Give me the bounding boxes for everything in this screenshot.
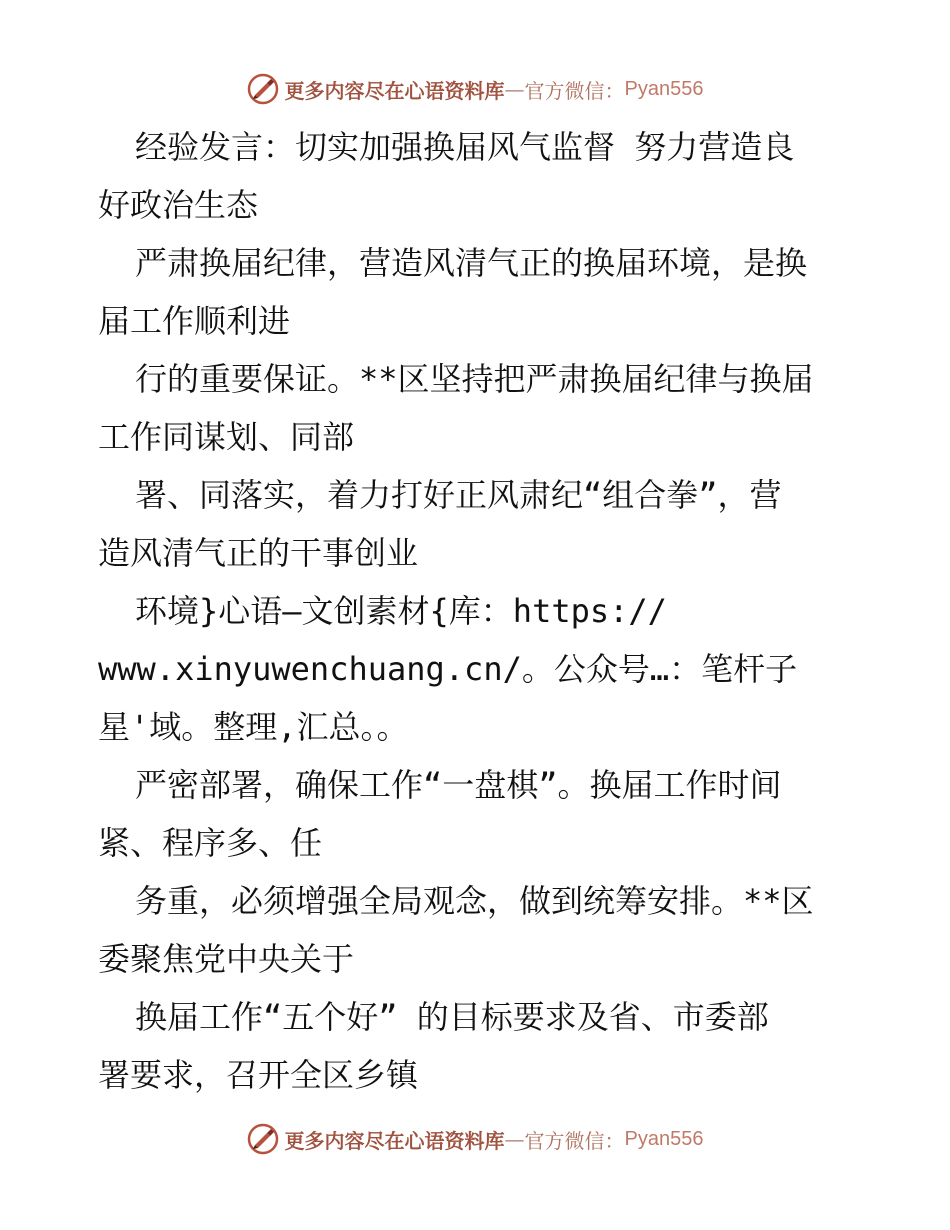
- text-line: 行的重要保证。**区坚持把严肃换届纪律与换届: [135, 360, 814, 398]
- text-line: www.xinyuwenchuang.cn/。公众号…：笔杆子: [98, 650, 798, 688]
- text-line: 严肃换届纪律，营造风清气正的换届环境，是换: [135, 244, 808, 282]
- banner-official: 官方微信：: [524, 1128, 625, 1153]
- document-body: [98, 118, 858, 1104]
- text-line: 署、同落实，着力打好正风肃纪“组合拳”，营: [135, 476, 782, 514]
- banner-handle: Pyan556: [624, 1127, 704, 1150]
- text-line: 环境}心语—文创素材{库：https://: [135, 592, 667, 630]
- text-line: 紧、程序多、任: [98, 824, 323, 862]
- text-line: 务重，必须增强全局观念，做到统筹安排。**区: [135, 882, 814, 920]
- pen-logo-icon: [247, 1123, 279, 1155]
- banner-brand: 更多内容尽在心语资料库: [284, 1128, 505, 1153]
- text-line: 署要求，召开全区乡镇: [98, 1056, 419, 1094]
- text-line: 星'域。整理,汇总。。: [98, 708, 409, 746]
- banner-official: 官方微信：: [524, 78, 625, 103]
- text-line: 好政治生态: [98, 186, 259, 224]
- text-line: 经验发言：切实加强换届风气监督 努力营造良: [135, 128, 795, 166]
- footer-banner: [0, 1122, 950, 1156]
- text-line: 换届工作“五个好” 的目标要求及省、市委部: [135, 998, 769, 1036]
- text-line: 委聚焦党中央关于: [98, 940, 355, 978]
- header-banner: [0, 72, 950, 106]
- text-line: 工作同谋划、同部: [98, 418, 355, 456]
- text-line: 届工作顺利进: [98, 302, 291, 340]
- banner-separator: —: [504, 1127, 525, 1151]
- pen-logo-icon: [247, 73, 279, 105]
- text-line: 造风清气正的干事创业: [98, 534, 419, 572]
- banner-handle: Pyan556: [624, 77, 704, 100]
- banner-separator: —: [504, 77, 525, 101]
- text-line: 严密部署，确保工作“一盘棋”。换届工作时间: [135, 766, 782, 804]
- banner-brand: 更多内容尽在心语资料库: [284, 78, 505, 103]
